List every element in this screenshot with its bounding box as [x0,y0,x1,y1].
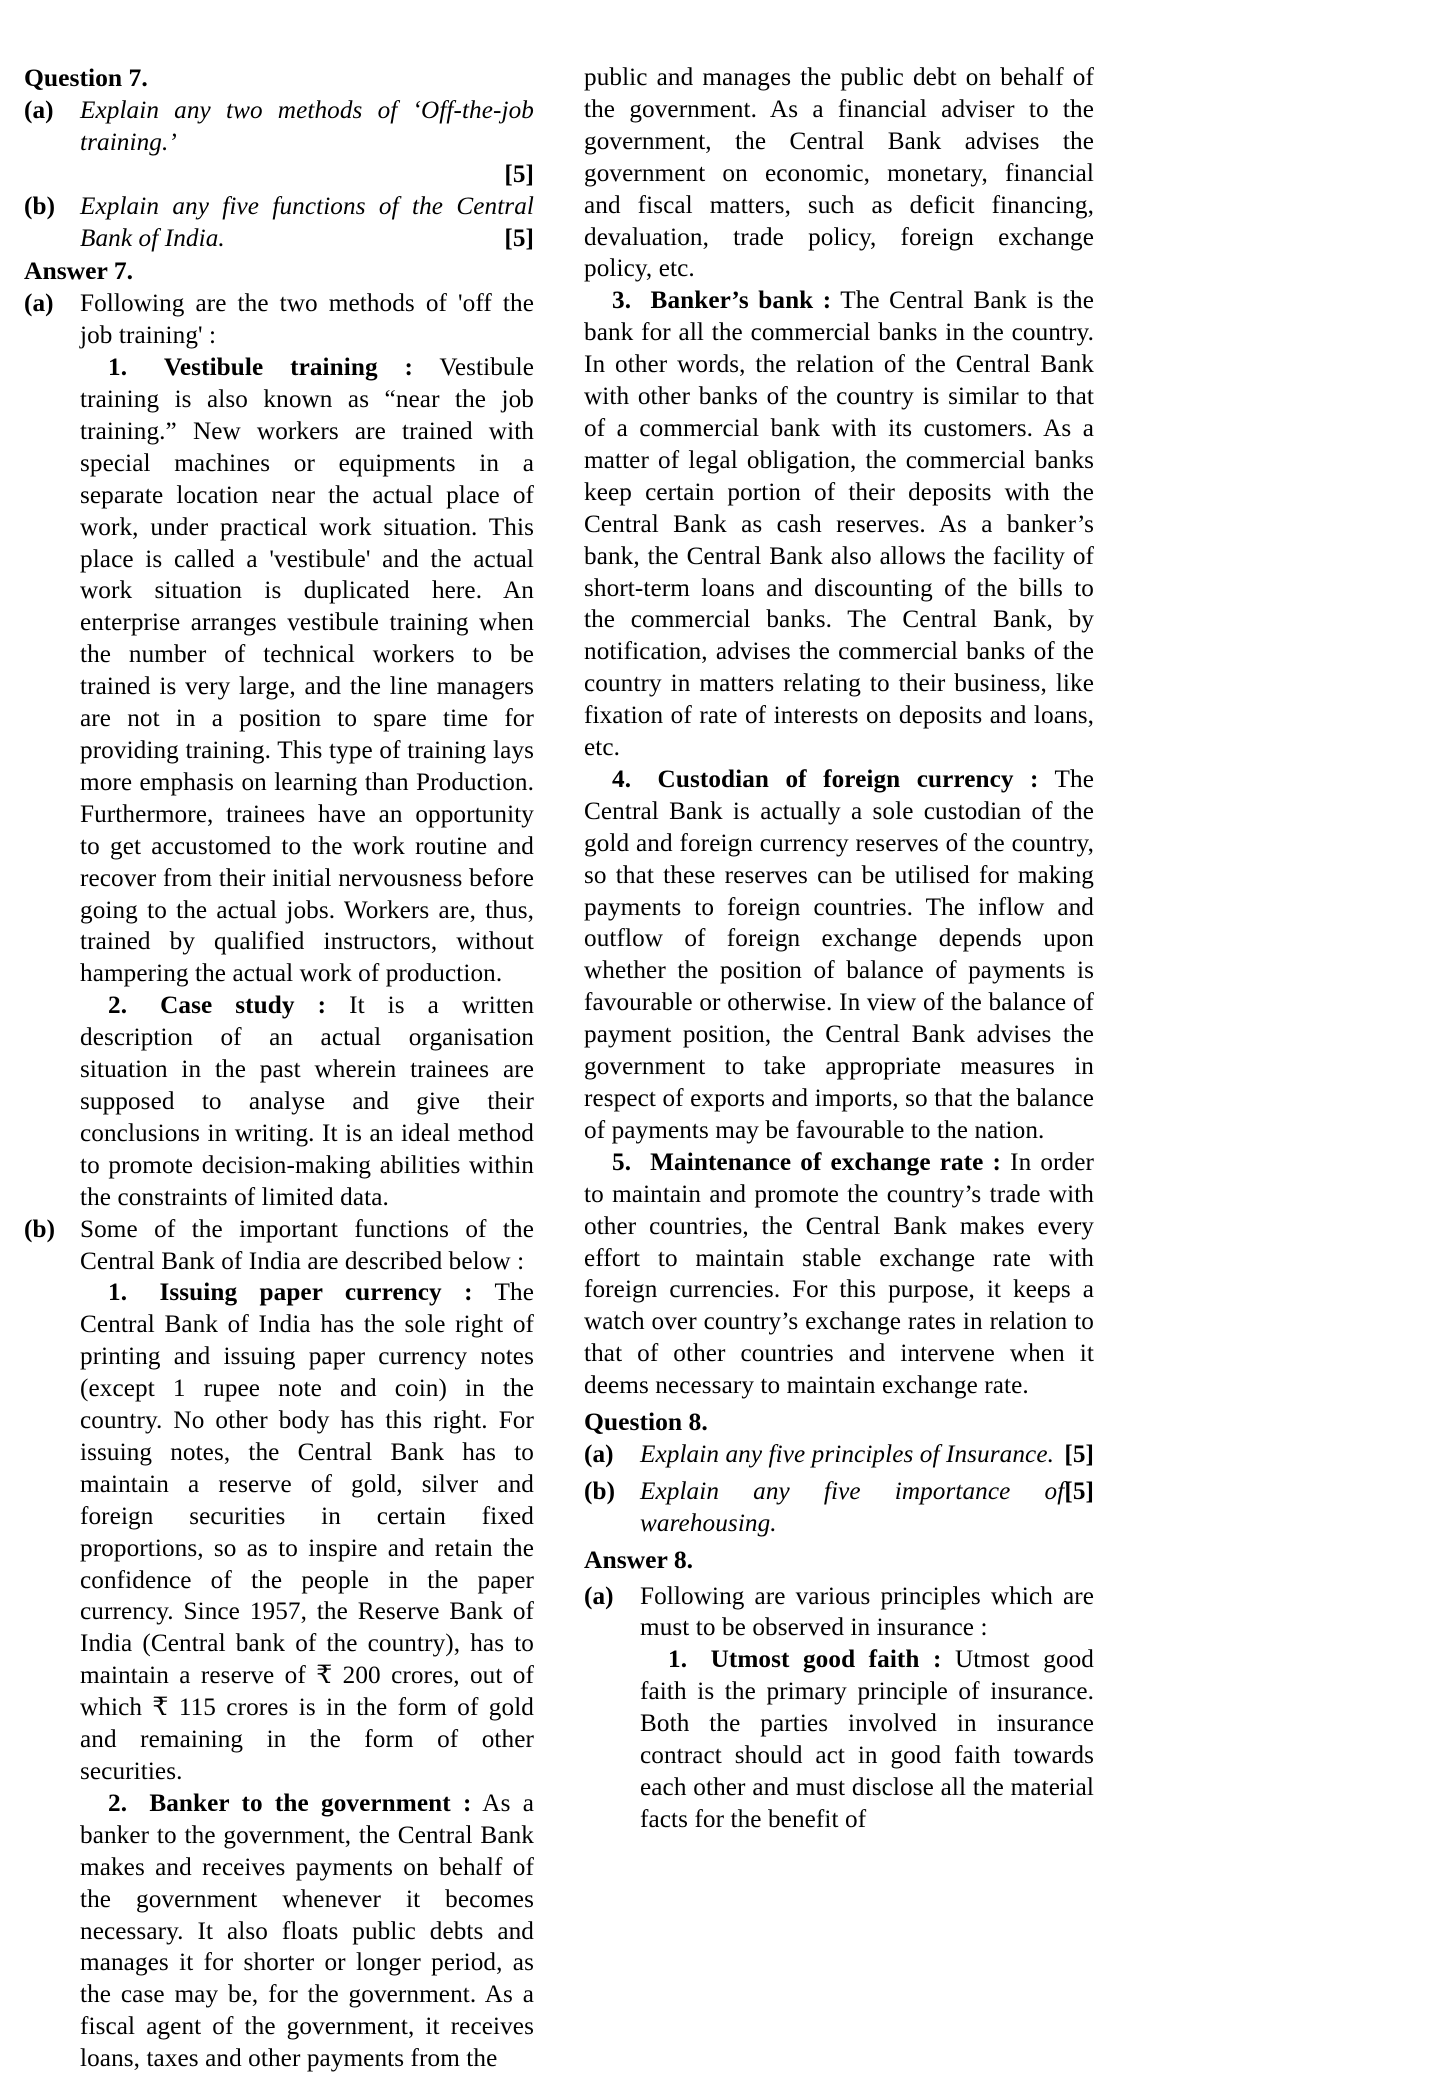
question-8a-marks: [5] [1064,1441,1094,1469]
question-8a-label: (a) [584,1441,614,1469]
answer-7a-method-1-title: Vestibule training : [163,354,413,382]
answer-8a-intro: Following are various principles which are must to be observed in insurance : [640,1582,1094,1642]
answer-7a-method-2-body: It is a written description of an actual organisation situation in the past wherein trainees are supposed to analyse and give their conclusions in writing. It is an ideal method to promote decision-making abilities within the constraints of limited data. [80,992,535,1211]
insurance-principle-1 [640,1644,1094,1835]
answer-7b [24,1214,534,2075]
central-bank-function-3-body: The Central Bank is the bank for all the commercial banks in the country. In other words, the relation of the Central Bank with other banks of the country is similar to that of a commercial bank with its customers. As a matter of legal obligation, the commercial banks keep certain portion of their deposits with the Central Bank as cash reserves. As a banker’s bank, the Central Bank also allows the facility of short-term loans and discounting of the bills to the commercial banks. The Central Bank, by notification, advises the commercial banks of the country in matters relating to their business, like fixation of rate of interests on deposits and loans, etc. [584,287,1094,762]
central-bank-function-4 [584,764,1094,1147]
central-bank-function-5 [584,1147,1094,1402]
question-7a-marks: [5] [504,161,534,189]
insurance-principle-1-body: Utmost good faith is the primary principle of insurance. Both the parties involved in insurance contract should act in good faith towards each other and must disclose all the material facts for the benefit of [640,1646,1095,1833]
central-bank-function-5-body: In order to maintain and promote the country’s trade with other countries, the Central Bank makes every effort to maintain stable exchange rate with foreign currencies. For this purpose, it keeps a watch over country’s exchange rates in relation to that of other countries and intervene when it deems necessary to maintain exchange rate. [584,1148,1094,1400]
question-7a-label: (a) [24,97,54,125]
answer-8-heading: Answer 8. [584,1545,694,1575]
question-7-heading: Question 7. [24,63,148,92]
continuation-paragraph: public and manages the public debt on behalf of the government. As a financial adviser to the government, the Central Bank advises the government on economic, monetary, financial and fiscal matters, such as deficit financing, devaluation, trade policy, foreign exchange policy, etc. [584,64,1094,283]
answer-7a-method-2 [80,990,534,1213]
answer-7a-method-1-body: Vestibule training is also known as “near the job training.” New workers are trained with special machines or equipments in a separate location near the actual place of work, under practical work situation. This place is called a 'vestibule' and the actual work situation is duplicated here. An enterprise arranges vestibule training when the number of technical workers to be trained is very large, and the line managers are not in a position to spare time for providing training. This type of training lays more emphasis on learning than Production. Furthermore, trainees have an opportunity to get accustomed to the work routine and recover from their initial nervousness before going to the actual jobs. Workers are, thus, trained by qualified instructors, without hampering the actual work of production. [80,354,534,988]
question-7b [24,191,534,255]
answer-7b-function-1-title: Issuing paper currency : [159,1279,473,1307]
answer-7b-function-1-body: The Central Bank of India has the sole right of printing and issuing paper currency notes (except 1 rupee note and coin) in the country. No other body has this right. For issuing notes, the Central Bank has to maintain a reserve of gold, silver and foreign securities in certain fixed proportions, so as to inspire and retain the confidence of the people in the paper currency. Since 1957, the Reserve Bank of India (Central bank of the country), has to maintain a reserve of ₹ 200 crores, out of which ₹ 115 crores is in the form of gold and remaining in the form of other securities. [80,1279,534,1786]
question-8b-marks: [5] [1064,1478,1094,1506]
central-bank-function-3-title: Banker’s bank : [650,287,832,315]
central-bank-function-4-body: The Central Bank is actually a sole custodian of the gold and foreign currency reserves of the country, so that these reserves can be utilised for making payments to foreign countries. The inflow and outflow of foreign exchange depends upon whether the position of balance of payments is favourable or otherwise. In view of the balance of payment position, the Central Bank advises the government to take appropriate measures in respect of exports and imports, so that the balance of payments may be favourable to the nation. [584,765,1094,1144]
question-7b-marks: [5] [504,225,534,253]
answer-7b-function-1-number: 1. [108,1279,128,1307]
answer-7b-intro: Some of the important functions of the Central Bank of India are described below : [80,1215,534,1275]
answer-7a-method-1 [80,352,534,990]
insurance-principle-1-title: Utmost good faith : [710,1646,942,1674]
central-bank-function-3-number: 3. [612,287,632,315]
question-7b-text: Explain any five functions of the Central Bank of India. [80,193,534,253]
question-8a-text: Explain any five principles of Insurance. [640,1441,1054,1469]
answer-7a-method-2-title: Case study : [160,992,327,1020]
question-7a [24,95,534,191]
central-bank-function-5-title: Maintenance of exchange rate : [650,1148,1002,1176]
answer-7b-function-2-body: As a banker to the government, the Central Bank makes and receives payments on behalf of the government whenever it becomes necessary. It also floats public debts and manages it for shorter or longer period, as the case may be, for the government. As a fiscal agent of the government, it receives loans, taxes and other payments from the [80,1789,534,2073]
left-column [24,62,534,2075]
answer-8a [584,1581,1094,1836]
question-8b-label: (b) [584,1478,616,1506]
answer-7a-intro: Following are the two methods of 'off the job training' : [80,290,534,350]
answer-7b-function-2 [80,1788,534,2075]
answer-8a-label: (a) [584,1582,614,1610]
central-bank-function-4-number: 4. [612,765,632,793]
right-column [584,62,1094,1836]
answer-7b-function-2-number: 2. [108,1789,128,1817]
answer-7b-function-1 [80,1277,534,1788]
answer-7a [24,288,534,1213]
question-8b-text: Explain any five importance of warehousing. [640,1478,1065,1538]
answer-7a-method-1-number: 1. [108,354,128,382]
question-8-heading: Question 8. [584,1407,708,1437]
question-8b [584,1476,1094,1540]
question-8a [584,1439,1094,1471]
answer-7a-label: (a) [24,290,54,318]
insurance-principle-1-number: 1. [668,1646,688,1674]
answer-7b-label: (b) [24,1215,56,1243]
answer-7-heading: Answer 7. [24,255,134,285]
central-bank-function-5-number: 5. [612,1148,632,1176]
question-7b-label: (b) [24,193,56,221]
central-bank-function-4-title: Custodian of foreign currency : [657,765,1039,793]
answer-7b-function-2-title: Banker to the government : [149,1789,472,1817]
question-7a-text: Explain any two methods of ‘Off-the-job training.’ [80,97,534,157]
central-bank-function-3 [584,285,1094,764]
answer-7a-method-2-number: 2. [108,992,128,1020]
two-column-layout [24,62,1398,2075]
